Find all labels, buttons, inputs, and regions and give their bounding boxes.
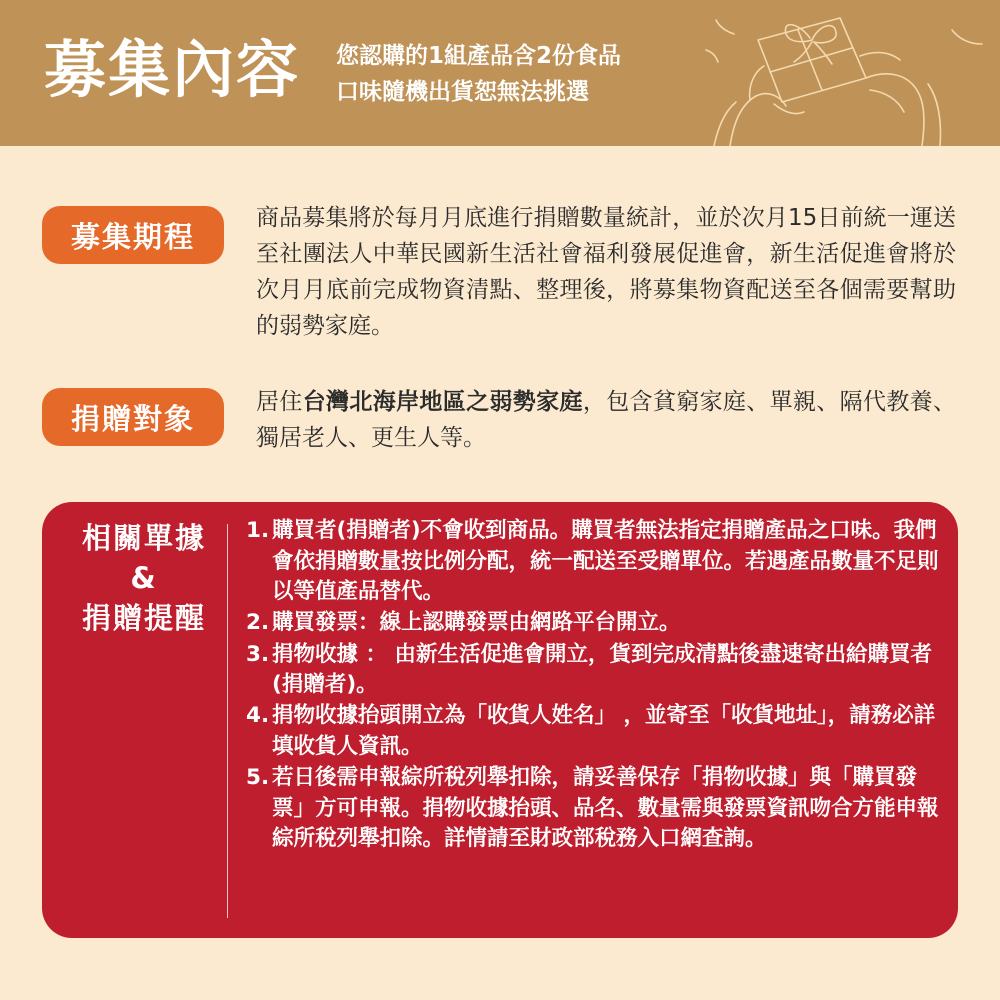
notice-item-text: 若日後需申報綜所稅列舉扣除，請妥善保存「捐物收據」與「購買發票」方可申報。捐物收據抬頭、品名、數量需與發票資訊吻合方能申報綜所稅列舉扣除。詳情請至財政部稅務入口網查詢。 (272, 765, 939, 852)
notice-item-number: 5. (246, 765, 270, 791)
notice-item (246, 608, 946, 639)
notice-list (246, 516, 946, 856)
recipients-text-after: ，包含貧窮家庭、單親、隔代教養、獨居老人、更生人等。 (256, 389, 957, 451)
section-label-schedule: 募集期程 (42, 206, 224, 264)
notice-item-number: 1. (246, 518, 270, 543)
notice-item-number: 2. (246, 610, 270, 636)
page-title: 募集內容 (44, 33, 301, 106)
notice-divider (227, 524, 228, 918)
notice-item-number: 4. (246, 703, 270, 729)
recipients-description (256, 384, 956, 456)
header-subtitle-line: 您認購的1組產品含2份食品 (336, 43, 622, 69)
notice-heading-line: 相關單據 (81, 521, 206, 555)
notice-item (246, 516, 946, 608)
notice-heading-line: 捐贈提醒 (81, 601, 206, 635)
notice-heading (54, 518, 234, 638)
header-subtitle-line: 口味隨機出貨恕無法挑選 (336, 79, 589, 105)
header-subtitle (336, 38, 621, 110)
notice-item-number: 3. (246, 641, 270, 667)
section-label-recipients: 捐贈對象 (42, 388, 224, 446)
schedule-description: 商品募集將於每月月底進行捐贈數量統計，並於次月15日前統一運送至社團法人中華民國新生活社會福利發展促進會，新生活促進會將於次月月底前完成物資清點、整理後，將募集物資配送至各個需要幫助的弱勢家庭。 (256, 205, 956, 339)
notice-item (246, 640, 946, 701)
notice-item-text: 捐物收據 ： 由新生活促進會開立，貨到完成清點後盡速寄出給購買者(捐贈者)。 (272, 641, 932, 698)
notice-item (246, 763, 946, 855)
notice-item-text: 捐物收據抬頭開立為「收貨人姓名」 ，並寄至「收貨地址」，請務必詳填收貨人資訊。 (272, 703, 936, 759)
recipients-text-before: 居住 (256, 389, 303, 415)
notice-item-text: 購買發票：線上認購發票由網路平台開立。 (272, 610, 681, 636)
notice-heading-line: & (130, 561, 158, 595)
header-banner (0, 0, 1000, 146)
notice-item-text: 購買者(捐贈者)不會收到商品。購買者無法指定捐贈產品之口味。我們會依捐贈數量按比例分配，統一配送至受贈單位。若遇產品數量不足則以等值產品替代。 (272, 518, 939, 605)
notice-panel (42, 502, 958, 938)
notice-item (246, 701, 946, 762)
gift-hands-icon (690, 0, 1000, 146)
recipients-text-highlight: 台灣北海岸地區之弱勢家庭 (302, 389, 583, 415)
